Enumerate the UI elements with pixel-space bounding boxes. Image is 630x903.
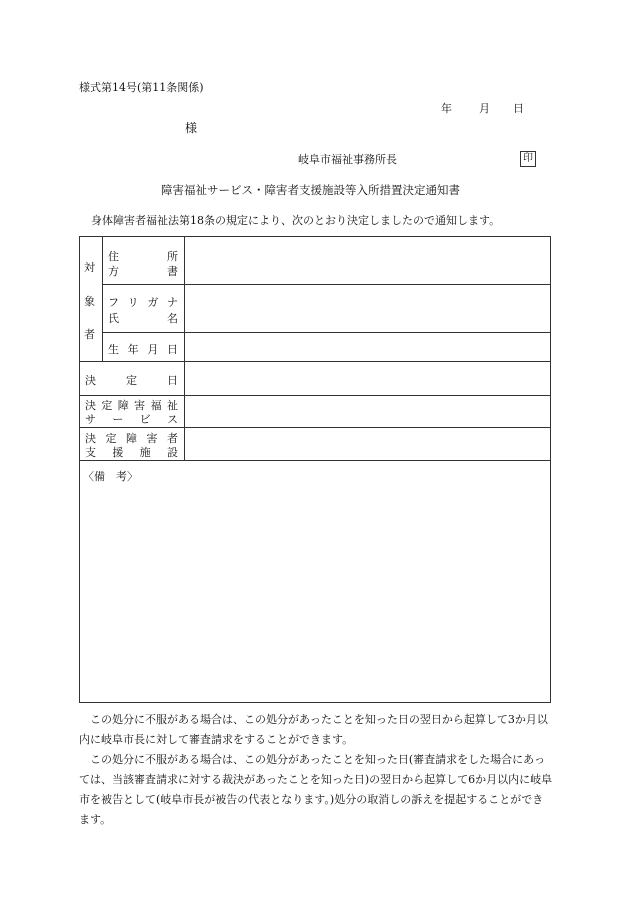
decision-date-label: 決 定 日 bbox=[85, 374, 178, 387]
date-month-label: 月 bbox=[479, 102, 490, 115]
subject-label-1: 対 bbox=[84, 261, 95, 274]
facility-label-line1: 決 定 障 害 者 bbox=[85, 432, 178, 445]
remarks-label: 〈備 考〉 bbox=[83, 470, 138, 483]
service-label-line2: サ ー ビ ス bbox=[85, 413, 178, 426]
intro-text: 身体障害者福祉法第18条の規定により、次のとおり決定しましたので通知します。 bbox=[91, 214, 501, 227]
addressee-suffix: 様 bbox=[185, 121, 198, 135]
form-number: 様式第14号(第11条関係) bbox=[79, 81, 204, 94]
birthdate-field[interactable] bbox=[186, 334, 548, 359]
row-divider bbox=[79, 361, 551, 362]
furigana-label: フ リ ガ ナ bbox=[108, 296, 178, 309]
sender-name: 岐阜市福祉事務所長 bbox=[298, 153, 397, 166]
address-line2-label: 方 書 bbox=[108, 265, 178, 278]
document-title: 障害福祉サービス・障害者支援施設等入所措置決定通知書 bbox=[161, 183, 460, 197]
row-divider bbox=[79, 395, 551, 396]
appeal-note-review: この処分に不服がある場合は、この処分があったことを知った日の翌日から起算して3か月以内に岐阜市長に対して審査請求をすることができます。 bbox=[79, 713, 548, 746]
facility-label-line2: 支 援 施 設 bbox=[85, 446, 178, 459]
service-label-line1: 決 定 障 害 福 祉 bbox=[85, 399, 178, 412]
row-divider bbox=[102, 284, 551, 285]
birthdate-label: 生 年 月 日 bbox=[108, 343, 178, 356]
appeal-note-lawsuit: この処分に不服がある場合は、この処分があったことを知った日(審査請求をした場合にあっては、当該審査請求に対する裁決があったことを知った日)の翌日から起算して6か月以内に岐阜市を被告として(岐阜市長が被告の代表となります。)処分の取消しの訴えを提起することができます。 bbox=[79, 753, 553, 826]
seal-mark: 印 bbox=[520, 151, 536, 167]
address-field[interactable] bbox=[186, 238, 548, 282]
col-divider bbox=[102, 236, 103, 361]
decision-date-field[interactable] bbox=[186, 363, 548, 393]
col-divider bbox=[184, 236, 185, 460]
appeal-notes bbox=[79, 710, 553, 830]
facility-field[interactable] bbox=[186, 429, 548, 458]
row-divider bbox=[79, 460, 551, 461]
row-divider bbox=[102, 332, 551, 333]
name-label: 氏 名 bbox=[108, 312, 178, 325]
row-divider bbox=[79, 427, 551, 428]
subject-label-3: 者 bbox=[84, 328, 95, 341]
address-label: 住 所 bbox=[108, 250, 178, 263]
date-day-label: 日 bbox=[513, 102, 524, 115]
name-field[interactable] bbox=[186, 286, 548, 330]
remarks-field[interactable] bbox=[81, 485, 549, 700]
date-year-label: 年 bbox=[441, 102, 452, 115]
service-field[interactable] bbox=[186, 397, 548, 425]
subject-label-2: 象 bbox=[84, 295, 95, 308]
